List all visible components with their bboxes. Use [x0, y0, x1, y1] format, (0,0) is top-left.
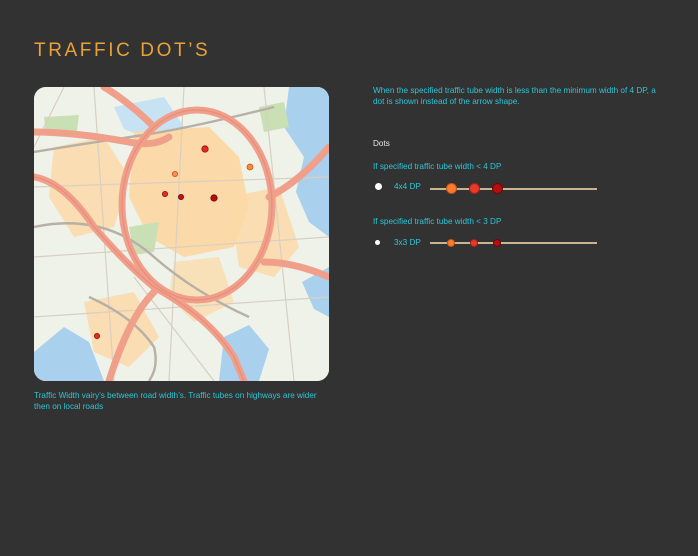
- traffic-dot-medium: [471, 240, 477, 246]
- traffic-dot: [202, 146, 208, 152]
- sample-dot-white: [375, 183, 382, 190]
- map-graphic: [34, 87, 329, 381]
- traffic-dot: [211, 195, 217, 201]
- section-title: Dots: [373, 139, 390, 148]
- page-title: TRAFFIC DOT’S: [34, 40, 211, 61]
- intro-text: When the specified traffic tube width is less than the minimum width of 4 DP, a dot is shown instead of the arrow shape.: [373, 86, 656, 106]
- traffic-map[interactable]: [34, 87, 329, 381]
- condition-4dp: If specified traffic tube width < 4 DP: [373, 162, 502, 171]
- traffic-dot-medium: [470, 184, 479, 193]
- traffic-track: [430, 242, 597, 244]
- traffic-dot-heavy: [494, 240, 500, 246]
- traffic-dot: [178, 194, 183, 199]
- example-row-4x4: [373, 181, 603, 195]
- example-label: 3x3 DP: [394, 238, 421, 247]
- example-row-3x3: [373, 237, 603, 251]
- example-label: 4x4 DP: [394, 182, 421, 191]
- condition-3dp: If specified traffic tube width < 3 DP: [373, 217, 502, 226]
- park-3: [259, 102, 289, 132]
- sample-dot-white: [375, 240, 380, 245]
- traffic-dot: [162, 191, 167, 196]
- traffic-dot: [94, 333, 99, 338]
- map-caption: Traffic Width vairy’s between road width’s. Traffic tubes on highways are wider then on local roads: [34, 391, 317, 411]
- traffic-dot-light: [448, 240, 454, 246]
- traffic-dot: [172, 171, 177, 176]
- traffic-dot-light: [447, 184, 456, 193]
- traffic-dot: [247, 164, 253, 170]
- traffic-dot-heavy: [493, 184, 502, 193]
